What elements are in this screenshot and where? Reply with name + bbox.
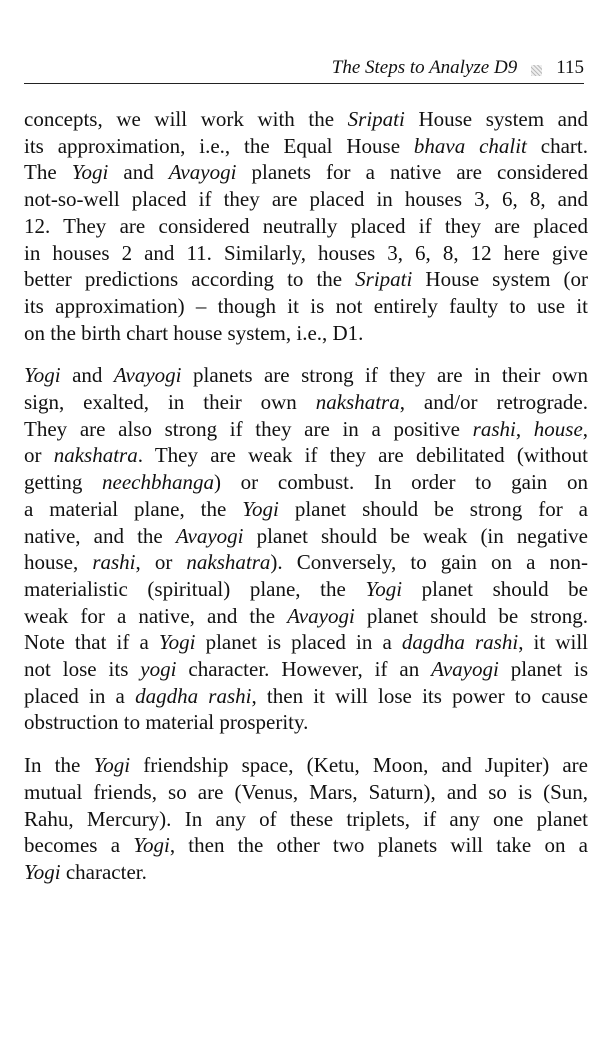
text-run: on the birth chart house system, i.e., D1. bbox=[24, 320, 364, 345]
text-run: , then the other two planets will take on a bbox=[169, 833, 588, 858]
text-line bbox=[24, 133, 588, 160]
text-line bbox=[24, 779, 588, 806]
text-run: They are also strong if they are in a positive bbox=[24, 416, 473, 441]
text-run: , bbox=[515, 416, 534, 441]
italic-term: Avayogi bbox=[113, 363, 182, 388]
italic-term: rashi bbox=[92, 550, 136, 575]
text-line bbox=[24, 442, 588, 469]
text-line bbox=[24, 549, 588, 576]
text-run: , or bbox=[135, 550, 187, 575]
italic-term: Yogi bbox=[242, 496, 279, 521]
text-run: planets are strong if they are in their own bbox=[181, 363, 589, 388]
text-run: , and/or retrograde. bbox=[399, 390, 588, 415]
italic-term: Avayogi bbox=[431, 657, 499, 682]
text-line bbox=[24, 389, 588, 416]
italic-term: Yogi bbox=[24, 363, 61, 388]
text-run: weak for a native, and the bbox=[24, 603, 288, 628]
text-run: placed in a bbox=[24, 683, 136, 708]
text-line bbox=[24, 106, 588, 133]
italic-term: Sripati bbox=[347, 107, 405, 131]
text-run: sign, exalted, in their own bbox=[24, 390, 316, 415]
text-run: in houses 2 and 11. Similarly, houses 3, 6, 8, 12 here give bbox=[24, 240, 588, 265]
text-line bbox=[24, 683, 588, 710]
italic-term: nakshatra bbox=[186, 550, 271, 575]
italic-term: Avayogi bbox=[175, 523, 244, 548]
running-title: The Steps to Analyze D9 bbox=[331, 57, 518, 78]
text-run: Rahu, Mercury). In any of these triplets, if any one planet bbox=[24, 806, 588, 831]
text-run: ) or combust. In order to gain on bbox=[213, 470, 588, 495]
italic-term: Yogi bbox=[158, 630, 196, 655]
text-run: ). Conversely, to gain on a non- bbox=[270, 550, 588, 575]
text-line bbox=[24, 362, 588, 389]
text-run: better predictions according to the bbox=[24, 267, 356, 292]
text-run: mutual friends, so are (Venus, Mars, Saturn), and so is (Sun, bbox=[24, 779, 588, 804]
text-run: character. bbox=[60, 859, 147, 884]
text-line bbox=[24, 752, 588, 779]
text-run: its approximation) – though it is not entirely faulty to use it bbox=[24, 293, 588, 318]
text-run: planet is bbox=[498, 657, 588, 682]
text-line bbox=[24, 240, 588, 267]
text-line bbox=[24, 320, 588, 347]
italic-term: nakshatra bbox=[315, 390, 400, 415]
italic-term: house bbox=[533, 416, 583, 441]
text-run: and bbox=[108, 160, 169, 185]
text-line bbox=[24, 496, 588, 523]
italic-term: Yogi bbox=[93, 753, 131, 778]
text-line bbox=[24, 576, 588, 603]
text-line bbox=[24, 859, 588, 886]
text-run: getting bbox=[24, 470, 103, 495]
text-line bbox=[24, 806, 588, 833]
text-run: . They are weak if they are debilitated (without bbox=[137, 443, 588, 468]
italic-term: Yogi bbox=[133, 833, 170, 858]
paragraph bbox=[24, 752, 588, 886]
italic-term: dagdha rashi bbox=[401, 630, 519, 655]
italic-term: yogi bbox=[140, 657, 177, 682]
text-run: a material plane, the bbox=[24, 496, 243, 521]
text-line bbox=[24, 523, 588, 550]
text-line bbox=[24, 832, 588, 859]
text-run: planet should be strong. bbox=[354, 603, 589, 628]
text-line bbox=[24, 416, 588, 443]
text-run: planet should be weak (in negative bbox=[243, 523, 588, 548]
italic-term: dagdha rashi bbox=[135, 683, 252, 708]
header-ornament-icon bbox=[531, 65, 542, 76]
text-run: becomes a bbox=[24, 833, 134, 858]
text-run: , then it will lose its power to cause bbox=[251, 683, 588, 708]
text-line bbox=[24, 656, 588, 683]
italic-term: Yogi bbox=[365, 576, 403, 601]
text-line bbox=[24, 159, 588, 186]
text-run: planet should be bbox=[402, 576, 589, 601]
text-run: In the bbox=[24, 753, 94, 778]
text-run: planet is placed in a bbox=[195, 630, 402, 655]
italic-term: Sripati bbox=[355, 267, 413, 292]
text-run: not-so-well placed if they are placed in houses 3, 6, 8, and bbox=[24, 187, 588, 212]
text-run: planets for a native are considered bbox=[236, 160, 588, 185]
text-run: obstruction to material prosperity. bbox=[24, 710, 309, 735]
italic-term: rashi bbox=[472, 416, 516, 441]
paragraph bbox=[24, 106, 588, 346]
text-line bbox=[24, 186, 588, 213]
text-line bbox=[24, 213, 588, 240]
italic-term: Yogi bbox=[24, 859, 61, 884]
text-run: character. However, if an bbox=[176, 657, 432, 682]
text-run: or bbox=[24, 443, 54, 468]
text-line bbox=[24, 709, 588, 736]
text-run: , bbox=[582, 416, 589, 441]
page-number: 115 bbox=[556, 57, 584, 78]
paragraph bbox=[24, 362, 588, 736]
italic-term: Yogi bbox=[71, 160, 109, 185]
text-line bbox=[24, 469, 588, 496]
text-run: House system and bbox=[404, 107, 588, 131]
body-text bbox=[24, 106, 588, 902]
text-run: not lose its bbox=[24, 657, 141, 682]
text-run: house, bbox=[24, 550, 93, 575]
text-run: planet should be strong for a bbox=[278, 496, 588, 521]
text-run: and bbox=[60, 363, 114, 388]
text-run: friendship space, (Ketu, Moon, and Jupiter) are bbox=[130, 753, 588, 778]
text-run: chart. bbox=[526, 133, 588, 158]
text-run: materialistic (spiritual) plane, the bbox=[24, 576, 366, 601]
text-line bbox=[24, 603, 588, 630]
text-run: Note that if a bbox=[24, 630, 159, 655]
text-line bbox=[24, 629, 588, 656]
text-line bbox=[24, 266, 588, 293]
text-run: native, and the bbox=[24, 523, 176, 548]
italic-term: neechbhanga bbox=[102, 470, 214, 495]
text-run: concepts, we will work with the bbox=[24, 107, 348, 131]
text-run: The bbox=[24, 160, 72, 185]
text-run: , it will bbox=[518, 630, 588, 655]
text-line bbox=[24, 293, 588, 320]
text-run: House system (or bbox=[412, 267, 588, 292]
running-header bbox=[24, 54, 584, 84]
text-run: its approximation, i.e., the Equal House bbox=[24, 133, 414, 158]
italic-term: bhava chalit bbox=[413, 133, 527, 158]
italic-term: Avayogi bbox=[168, 160, 237, 185]
italic-term: Avayogi bbox=[287, 603, 355, 628]
italic-term: nakshatra bbox=[53, 443, 138, 468]
text-run: 12. They are considered neutrally placed if they are placed bbox=[24, 213, 588, 238]
